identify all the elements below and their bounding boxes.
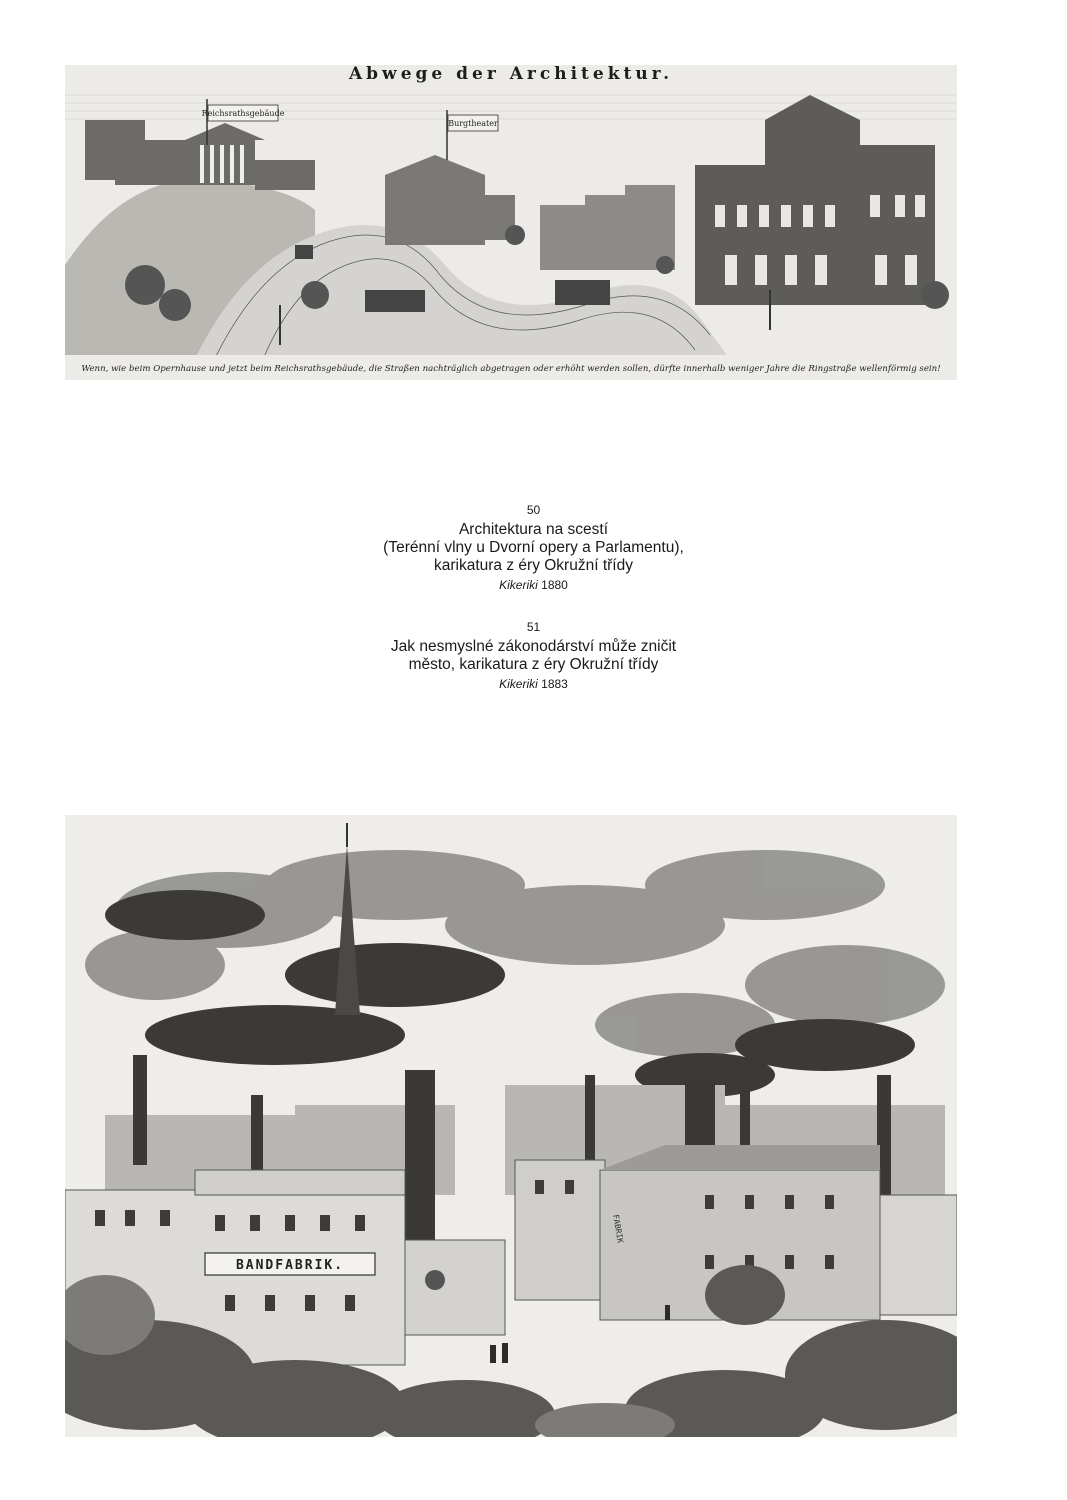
- caption-title-line: město, karikatura z éry Okružní třídy: [408, 656, 659, 673]
- caption-source: [0, 677, 1067, 692]
- caption-title-line: karikatura z éry Okružní třídy: [434, 557, 633, 574]
- source-title: Kikeriki: [499, 578, 538, 592]
- caption-title-line: Architektura na scestí: [458, 521, 609, 538]
- caption-title-line: (Terénní vlny u Dvorní opery a Parlamentu),: [383, 539, 684, 556]
- source-year: 1883: [541, 677, 568, 691]
- engraving-illustration-ringstrasse: [65, 65, 957, 380]
- figure-number: 51: [526, 620, 541, 634]
- engraving-title: Abwege der Architektur.: [348, 65, 674, 84]
- engraving-illustration-factory-city: [65, 815, 957, 1437]
- figure-51-engraving: [65, 815, 957, 1437]
- caption-title-line: Jak nesmyslné zákonodárství může zničit: [390, 638, 677, 655]
- factory-sign-right: FABRIK: [611, 1213, 625, 1244]
- banner-left-label: Reichsrathsgebäude: [201, 109, 285, 118]
- banner-right-label: Burgtheater: [448, 119, 498, 128]
- figure-number: 50: [526, 503, 541, 517]
- caption-source: [0, 578, 1067, 593]
- figure-50-engraving: [65, 65, 957, 380]
- engraving-caption: Wenn, wie beim Opernhause und jetzt beim Reichsrathsgebäude, die Straßen nachträglich abgetragen oder erhöht werden sollen, dürfte innerhalb weniger Jahre die Ringstraße wellenförmig sein!: [81, 364, 941, 374]
- factory-sign-left: BANDFABRIK.: [235, 1258, 345, 1273]
- caption-figure-50: [0, 503, 1067, 593]
- source-title: Kikeriki: [499, 677, 538, 691]
- source-year: 1880: [541, 578, 568, 592]
- caption-figure-51: [0, 620, 1067, 692]
